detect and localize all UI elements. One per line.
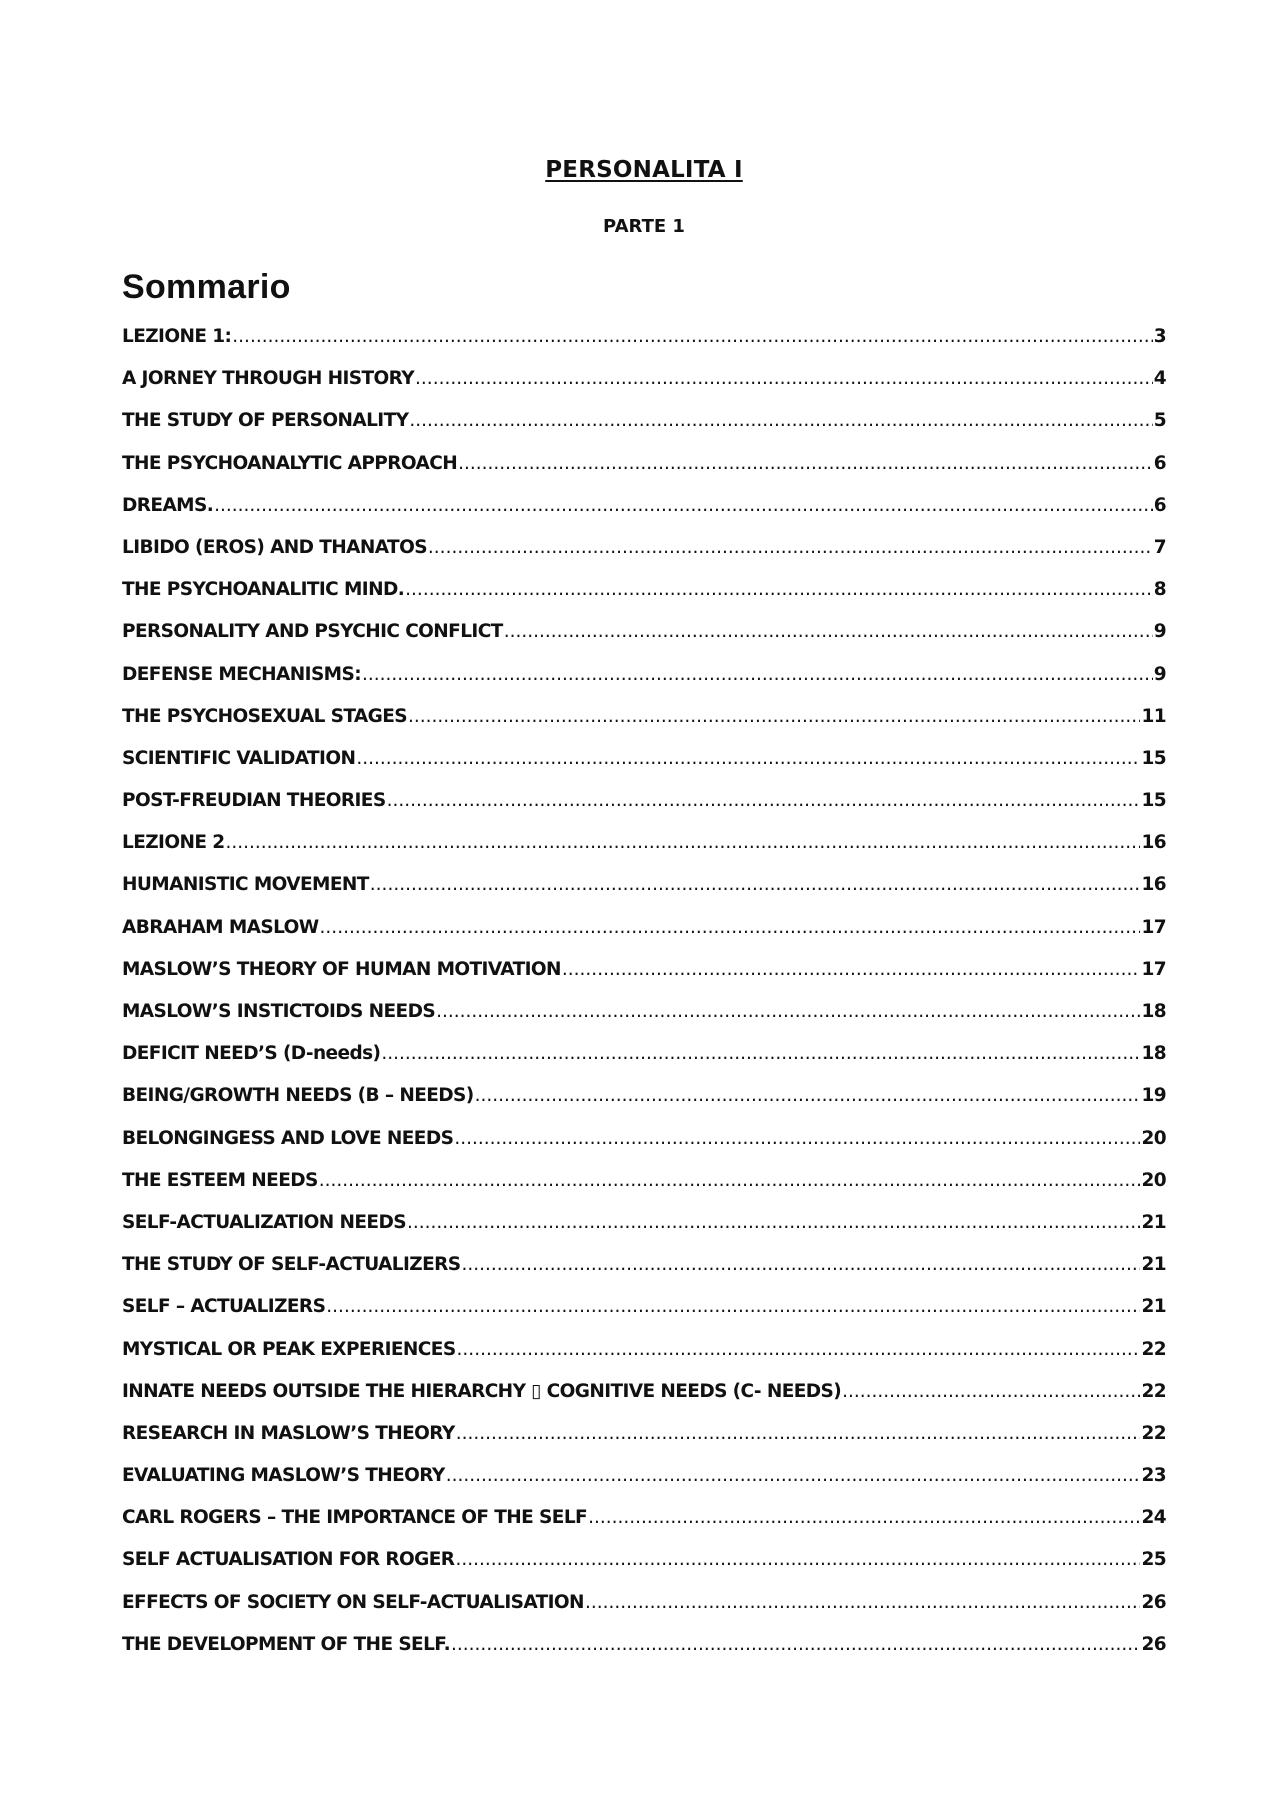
toc-entry-page: 17 (1141, 916, 1166, 938)
toc-entry-page: 15 (1141, 790, 1166, 812)
toc-leader-dots (842, 1381, 1140, 1402)
toc-leader-dots (428, 537, 1153, 558)
toc-entry-label: THE STUDY OF SELF-ACTUALIZERS (122, 1254, 461, 1276)
toc-leader-dots (504, 621, 1153, 642)
toc-leader-dots (446, 1465, 1141, 1486)
toc-entry-label: POST-FREUDIAN THEORIES (122, 790, 386, 812)
toc-entry[interactable] (122, 917, 1166, 959)
toc-entry-label: CARL ROGERS – THE IMPORTANCE OF THE SELF (122, 1507, 588, 1529)
toc-leader-dots (475, 1085, 1141, 1106)
toc-entry-page: 17 (1141, 958, 1166, 980)
toc-entry-label: DEFENSE MECHANISMS: (122, 663, 362, 685)
toc-entry[interactable] (122, 706, 1166, 748)
toc-entry-label: PERSONALITY AND PSYCHIC CONFLICT (122, 621, 503, 643)
toc-leader-dots (454, 1128, 1140, 1149)
toc-leader-dots (381, 1043, 1140, 1064)
toc-entry-label: EVALUATING MASLOW’S THEORY (122, 1465, 445, 1487)
toc-leader-dots (415, 368, 1153, 389)
toc-entry[interactable] (122, 621, 1166, 663)
toc-entry-page: 18 (1141, 1043, 1166, 1065)
toc-entry-page: 7 (1153, 536, 1166, 558)
toc-entry-page: 21 (1141, 1254, 1166, 1276)
toc-entry-page: 6 (1153, 494, 1166, 516)
toc-entry-page: 24 (1141, 1507, 1166, 1529)
toc-entry-page: 21 (1141, 1296, 1166, 1318)
toc-entry-label: INNATE NEEDS OUTSIDE THE HIERARCHY ▯ COGNITIVE NEEDS (C- NEEDS) (122, 1380, 842, 1402)
toc-entry-label: DEFICIT NEED’S (D-needs) (122, 1043, 381, 1065)
toc-entry[interactable] (122, 748, 1166, 790)
toc-entry-page: 22 (1141, 1338, 1166, 1360)
toc-entry[interactable] (122, 1296, 1166, 1338)
toc-entry[interactable] (122, 1592, 1166, 1634)
toc-entry-label: SCIENTIFIC VALIDATION (122, 747, 356, 769)
toc-entry[interactable] (122, 368, 1166, 410)
toc-entry-page: 3 (1153, 326, 1166, 347)
toc-entry[interactable] (122, 495, 1166, 537)
toc-entry[interactable] (122, 1339, 1166, 1381)
toc-entry-page: 8 (1153, 579, 1166, 601)
toc-leader-dots (370, 874, 1141, 895)
toc-entry[interactable] (122, 1507, 1166, 1549)
toc-leader-dots (436, 1001, 1140, 1022)
toc-leader-dots (451, 1634, 1140, 1655)
toc-entry[interactable] (122, 1170, 1166, 1212)
toc-entry-label: MASLOW’S THEORY OF HUMAN MOTIVATION (122, 958, 561, 980)
toc-entry-page: 16 (1141, 874, 1166, 896)
toc-entry[interactable] (122, 1381, 1166, 1423)
toc-entry-label: LIBIDO (EROS) AND THANATOS (122, 536, 427, 558)
toc-entry-page: 20 (1141, 1127, 1166, 1149)
toc-entry[interactable] (122, 1212, 1166, 1254)
toc-entry-page: 9 (1153, 663, 1166, 685)
toc-leader-dots (455, 1549, 1140, 1570)
toc-leader-dots (326, 1296, 1140, 1317)
toc-entry-page: 9 (1153, 621, 1166, 643)
toc-entry-page: 16 (1141, 832, 1166, 854)
toc-entry-label: SELF ACTUALISATION FOR ROGER (122, 1549, 455, 1571)
toc-entry-label: THE ESTEEM NEEDS (122, 1169, 318, 1191)
toc-entry-label: BELONGINGESS AND LOVE NEEDS (122, 1127, 454, 1149)
document-title: PERSONALITA I (545, 157, 743, 183)
toc-entry-label: EFFECTS OF SOCIETY ON SELF-ACTUALISATION (122, 1591, 584, 1613)
toc-entry-label: RESEARCH IN MASLOW’S THEORY (122, 1422, 455, 1444)
toc-entry-label: SELF-ACTUALIZATION NEEDS (122, 1211, 406, 1233)
toc-entry-label: HUMANISTIC MOVEMENT (122, 874, 369, 896)
toc-entry-page: 22 (1141, 1380, 1166, 1402)
toc-entry[interactable] (122, 832, 1166, 874)
toc-entry[interactable] (122, 579, 1166, 621)
toc-leader-dots (407, 1212, 1141, 1233)
toc-entry-page: 15 (1141, 747, 1166, 769)
toc-entry[interactable] (122, 1549, 1166, 1591)
toc-leader-dots (405, 579, 1153, 600)
toc-entry[interactable] (122, 326, 1166, 368)
toc-entry-page: 5 (1153, 410, 1166, 432)
toc-entry-label: ABRAHAM MASLOW (122, 916, 319, 938)
toc-entry-page: 22 (1141, 1422, 1166, 1444)
toc-entry-page: 11 (1141, 705, 1166, 727)
toc-entry-page: 21 (1141, 1211, 1166, 1233)
toc-entry[interactable] (122, 1128, 1166, 1170)
table-of-contents (122, 326, 1166, 1676)
toc-entry-label: LEZIONE 2 (122, 832, 225, 854)
toc-entry-label: THE PSYCHOSEXUAL STAGES (122, 705, 407, 727)
toc-entry-label: SELF – ACTUALIZERS (122, 1296, 326, 1318)
toc-entry[interactable] (122, 410, 1166, 452)
toc-leader-dots (585, 1592, 1141, 1613)
toc-leader-dots (387, 790, 1141, 811)
toc-leader-dots (457, 1339, 1141, 1360)
toc-entry[interactable] (122, 790, 1166, 832)
toc-leader-dots (461, 1254, 1140, 1275)
toc-leader-dots (356, 748, 1140, 769)
toc-entry[interactable] (122, 1043, 1166, 1085)
toc-entry[interactable] (122, 1634, 1166, 1676)
toc-entry-page: 23 (1141, 1465, 1166, 1487)
toc-entry[interactable] (122, 537, 1166, 579)
toc-leader-dots (408, 706, 1140, 727)
toc-entry-label: BEING/GROWTH NEEDS (B – NEEDS) (122, 1085, 474, 1107)
toc-entry-page: 20 (1141, 1169, 1166, 1191)
toc-entry-page: 6 (1153, 452, 1166, 474)
toc-leader-dots (225, 832, 1140, 853)
toc-leader-dots (562, 959, 1141, 980)
toc-entry-label: THE STUDY OF PERSONALITY (122, 410, 409, 432)
toc-entry-page: 4 (1153, 368, 1166, 390)
toc-entry-label: THE PSYCHOANALITIC MIND. (122, 579, 405, 601)
toc-entry-label: THE PSYCHOANALYTIC APPROACH (122, 452, 458, 474)
toc-entry[interactable] (122, 1465, 1166, 1507)
toc-entry-page: 26 (1141, 1591, 1166, 1613)
toc-entry[interactable] (122, 1423, 1166, 1465)
toc-entry-page: 26 (1141, 1633, 1166, 1655)
toc-entry[interactable] (122, 1085, 1166, 1127)
toc-entry[interactable] (122, 874, 1166, 916)
document-subtitle: PARTE 1 (603, 216, 685, 237)
toc-leader-dots (458, 453, 1153, 474)
toc-entry[interactable] (122, 959, 1166, 1001)
toc-entry-label: THE DEVELOPMENT OF THE SELF. (122, 1633, 451, 1655)
toc-entry[interactable] (122, 1254, 1166, 1296)
toc-entry[interactable] (122, 453, 1166, 495)
toc-leader-dots (214, 495, 1153, 516)
toc-leader-dots (362, 664, 1153, 685)
toc-entry-label: LEZIONE 1: (122, 326, 232, 347)
toc-entry-page: 19 (1141, 1085, 1166, 1107)
toc-entry-page: 18 (1141, 1001, 1166, 1022)
toc-entry-label: A JORNEY THROUGH HISTORY (122, 368, 415, 390)
toc-leader-dots (456, 1423, 1141, 1444)
toc-leader-dots (588, 1507, 1140, 1528)
toc-entry-page: 25 (1141, 1549, 1166, 1571)
toc-leader-dots (409, 410, 1152, 431)
toc-heading: Sommario (122, 268, 291, 306)
toc-leader-dots (232, 326, 1152, 347)
toc-leader-dots (319, 1170, 1141, 1191)
toc-entry[interactable] (122, 664, 1166, 706)
toc-leader-dots (320, 917, 1141, 938)
toc-entry[interactable] (122, 1001, 1166, 1043)
toc-entry-label: MYSTICAL OR PEAK EXPERIENCES (122, 1338, 456, 1360)
toc-entry-label: DREAMS. (122, 494, 214, 516)
toc-entry-label: MASLOW’S INSTICTOIDS NEEDS (122, 1001, 436, 1022)
